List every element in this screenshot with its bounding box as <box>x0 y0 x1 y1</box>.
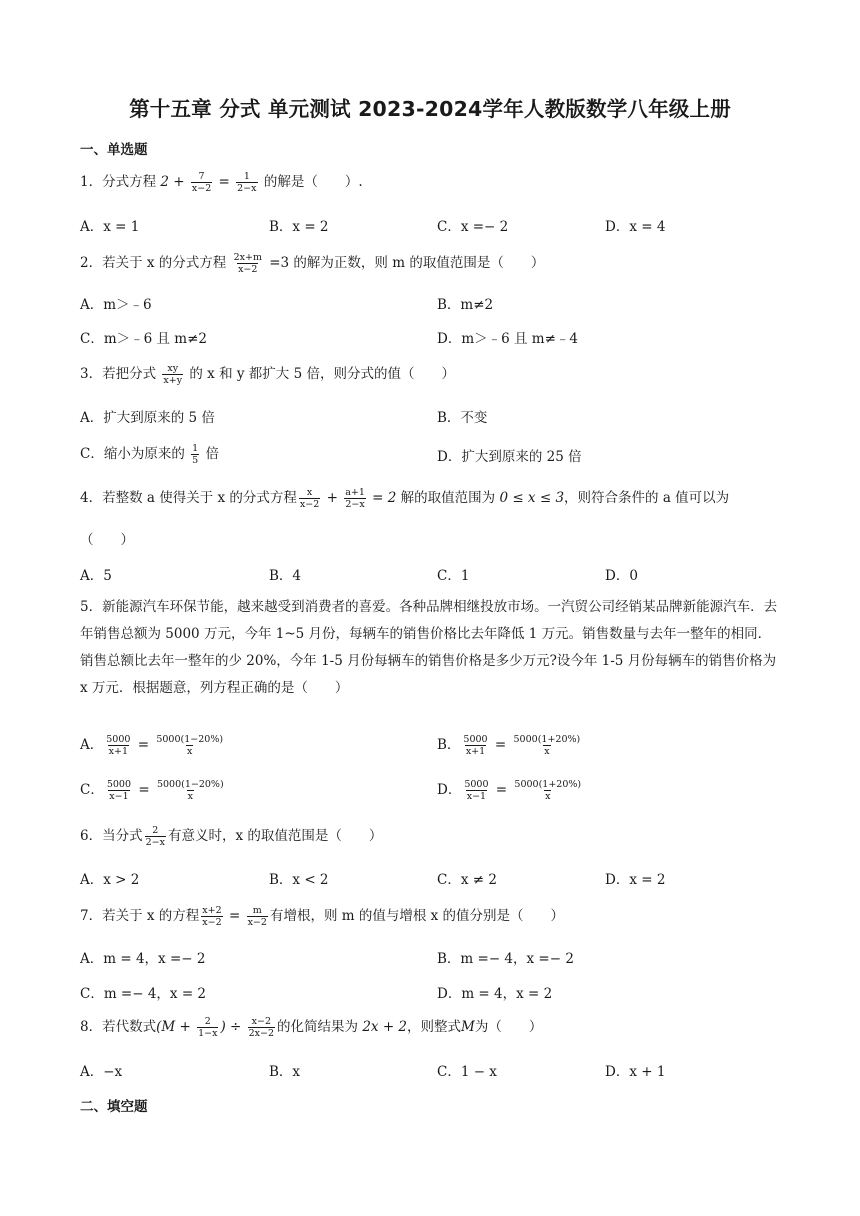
q1-fraction-1: $\frac{7}{x-2}$ <box>191 171 212 194</box>
q5-option-d[interactable]: D． $\frac{5000}{x-1}$ = $\frac{5000(1+20\%)}{x}$ <box>437 779 582 802</box>
q4-fraction-2: $\frac{a+1}{2-x}$ <box>345 487 365 510</box>
q8-option-c[interactable]: C．1 − x <box>437 1064 497 1080</box>
q5-option-a[interactable]: A． $\frac{5000}{x+1}$ = $\frac{5000(1-20\%)}{x}$ <box>80 734 224 757</box>
q7-option-a[interactable]: A．m = 4，x =− 2 <box>80 951 206 967</box>
question-4: 4．若整数 a 使得关于 x 的分式方程 $\frac{x}{x-2}$ + $\frac{a+1}{2-x}$ = 2 解的取值范围为 0 ≤ x ≤ 3，则符合条件的 a 值可以为 <box>80 487 730 510</box>
q7-fraction-1: $\frac{x+2}{x-2}$ <box>202 905 222 928</box>
question-2: 2．若关于 x 的分式方程 $\frac{2x+m}{x-2}$ =3 的解为正数，则 m 的取值范围是（ ） <box>80 252 545 275</box>
q6-text: 6．当分式 <box>80 828 143 844</box>
q3-text: 3．若把分式 <box>80 366 161 382</box>
q1-option-c[interactable]: C．x =− 2 <box>437 219 509 235</box>
q1-expr: 2 + <box>160 174 189 190</box>
q2-fraction: $\frac{2x+m}{x-2}$ <box>233 252 262 275</box>
q4-text: 4．若整数 a 使得关于 x 的分式方程 <box>80 490 297 506</box>
question-6: 6．当分式 $\frac{2}{2-x}$ 有意义时，x 的取值范围是（ ） <box>80 825 383 848</box>
q7-option-b[interactable]: B．m =− 4，x =− 2 <box>437 951 574 967</box>
question-5: 5．新能源汽车环保节能，越来越受到消费者的喜爱。各种品牌相继投放市场。一汽贸公司经销某品牌新能源汽车．去年销售总额为 5000 万元，今年 1~5 月份，每辆车的销售价格比去年降低 1 万元。销售数量与去年一整年的相同．销售总额比去年一整年的少 20%，今年 1-5 月份每辆车的销售价格是多少万元?设今年 1-5 月份每辆车的销售价格为 x 万元．根据题意，列方程正确的是（ ） <box>80 599 778 696</box>
q4-option-b[interactable]: B．4 <box>269 568 302 584</box>
section-heading-single-choice: 一、单选题 <box>80 142 148 158</box>
q3-option-c[interactable]: C．缩小为原来的 $\frac{1}{5}$ 倍 <box>80 443 219 466</box>
q6-fraction: $\frac{2}{2-x}$ <box>145 825 165 848</box>
q1-text: 1．分式方程 <box>80 174 161 190</box>
q8-fraction-2: $\frac{x-2}{2x-2}$ <box>248 1016 275 1039</box>
q6-option-d[interactable]: D．x = 2 <box>605 872 666 888</box>
q2-option-c[interactable]: C．m＞﹣6 且 m≠2 <box>80 331 208 347</box>
question-1: 1．分式方程 2 + $\frac{7}{x-2}$ = $\frac{1}{2-x}$ 的解是（ ）. <box>80 171 363 194</box>
q2-text: 2．若关于 x 的分式方程 <box>80 255 231 271</box>
q7-fraction-2: $\frac{m}{x-2}$ <box>247 905 267 928</box>
q4-option-d[interactable]: D．0 <box>605 568 638 584</box>
q4-paren: （ ） <box>80 532 134 548</box>
q2-option-b[interactable]: B．m≠2 <box>437 297 494 313</box>
question-7: 7．若关于 x 的方程 $\frac{x+2}{x-2}$ = $\frac{m}{x-2}$ 有增根，则 m 的值与增根 x 的值分别是（ ） <box>80 905 565 928</box>
q8-text: 8．若代数式 <box>80 1019 157 1035</box>
q4-option-a[interactable]: A．5 <box>80 568 112 584</box>
q4-option-c[interactable]: C．1 <box>437 568 470 584</box>
q2-option-d[interactable]: D．m＞﹣6 且 m≠﹣4 <box>437 331 578 347</box>
section-heading-fill-in: 二、填空题 <box>80 1099 148 1115</box>
page-title: 第十五章 分式 单元测试 2023-2024学年人教版数学八年级上册 <box>129 97 731 121</box>
q5-option-c[interactable]: C． $\frac{5000}{x-1}$ = $\frac{5000(1-20\%)}{x}$ <box>80 779 224 802</box>
q7-option-d[interactable]: D．m = 4，x = 2 <box>437 986 553 1002</box>
q8-option-d[interactable]: D．x + 1 <box>605 1064 666 1080</box>
q1-option-a[interactable]: A．x = 1 <box>80 219 140 235</box>
q1-option-b[interactable]: B．x = 2 <box>269 219 329 235</box>
q6-option-c[interactable]: C．x ≠ 2 <box>437 872 497 888</box>
q3-fraction: $\frac{xy}{x+y}$ <box>163 363 183 386</box>
q8-option-a[interactable]: A．−x <box>80 1064 123 1080</box>
q8-option-b[interactable]: B．x <box>269 1064 301 1080</box>
q3-option-d[interactable]: D．扩大到原来的 25 倍 <box>437 449 582 465</box>
q3-option-b[interactable]: B．不变 <box>437 410 488 426</box>
q8-fraction-1: $\frac{2}{1-x}$ <box>198 1016 218 1039</box>
q4-range: 0 ≤ x ≤ 3 <box>499 490 565 506</box>
q1-fraction-2: $\frac{1}{2-x}$ <box>237 171 257 194</box>
question-3: 3．若把分式 $\frac{xy}{x+y}$ 的 x 和 y 都扩大 5 倍，则分式的值（ ） <box>80 363 455 386</box>
q2-option-a[interactable]: A．m＞﹣6 <box>80 297 152 313</box>
q7-text: 7．若关于 x 的方程 <box>80 908 200 924</box>
q4-fraction-1: $\frac{x}{x-2}$ <box>299 487 320 510</box>
q6-option-a[interactable]: A．x > 2 <box>80 872 140 888</box>
question-8: 8．若代数式(M + $\frac{2}{1-x}$ ) ÷ $\frac{x-2}{2x-2}$ 的化简结果为 2x + 2，则整式M为（ ） <box>80 1016 543 1039</box>
q7-option-c[interactable]: C．m =− 4，x = 2 <box>80 986 207 1002</box>
q1-option-d[interactable]: D．x = 4 <box>605 219 666 235</box>
q6-option-b[interactable]: B．x < 2 <box>269 872 329 888</box>
q3-option-c-fraction: $\frac{1}{5}$ <box>192 443 199 466</box>
q3-option-a[interactable]: A．扩大到原来的 5 倍 <box>80 410 215 426</box>
q5-option-b[interactable]: B． $\frac{5000}{x+1}$ = $\frac{5000(1+20\%)}{x}$ <box>437 734 581 757</box>
